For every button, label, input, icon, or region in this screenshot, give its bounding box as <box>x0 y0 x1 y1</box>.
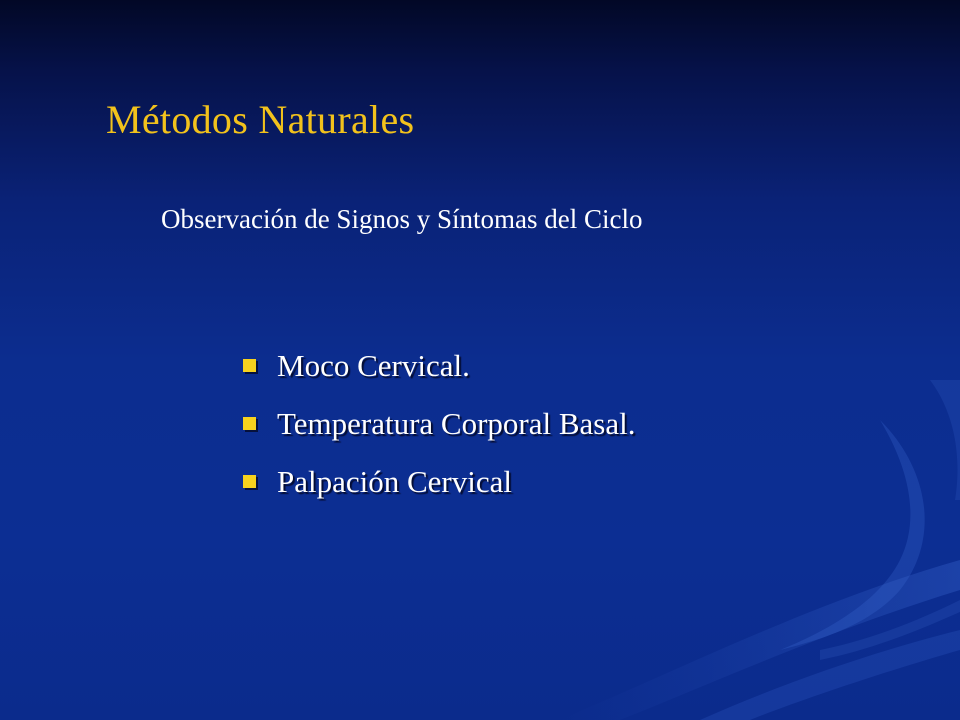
square-bullet-icon <box>243 417 256 430</box>
bullet-list <box>243 336 636 510</box>
list-item <box>243 394 636 452</box>
square-bullet-icon <box>243 475 256 488</box>
slide-subtitle: Observación de Signos y Síntomas del Ciclo <box>161 204 643 234</box>
list-item <box>243 452 636 510</box>
bullet-label: Moco Cervical. <box>277 347 470 383</box>
bullet-label: Temperatura Corporal Basal. <box>277 405 636 441</box>
list-item <box>243 336 636 394</box>
square-bullet-icon <box>243 359 256 372</box>
slide-title: Métodos Naturales <box>106 97 415 142</box>
bullet-label: Palpación Cervical <box>277 463 512 499</box>
